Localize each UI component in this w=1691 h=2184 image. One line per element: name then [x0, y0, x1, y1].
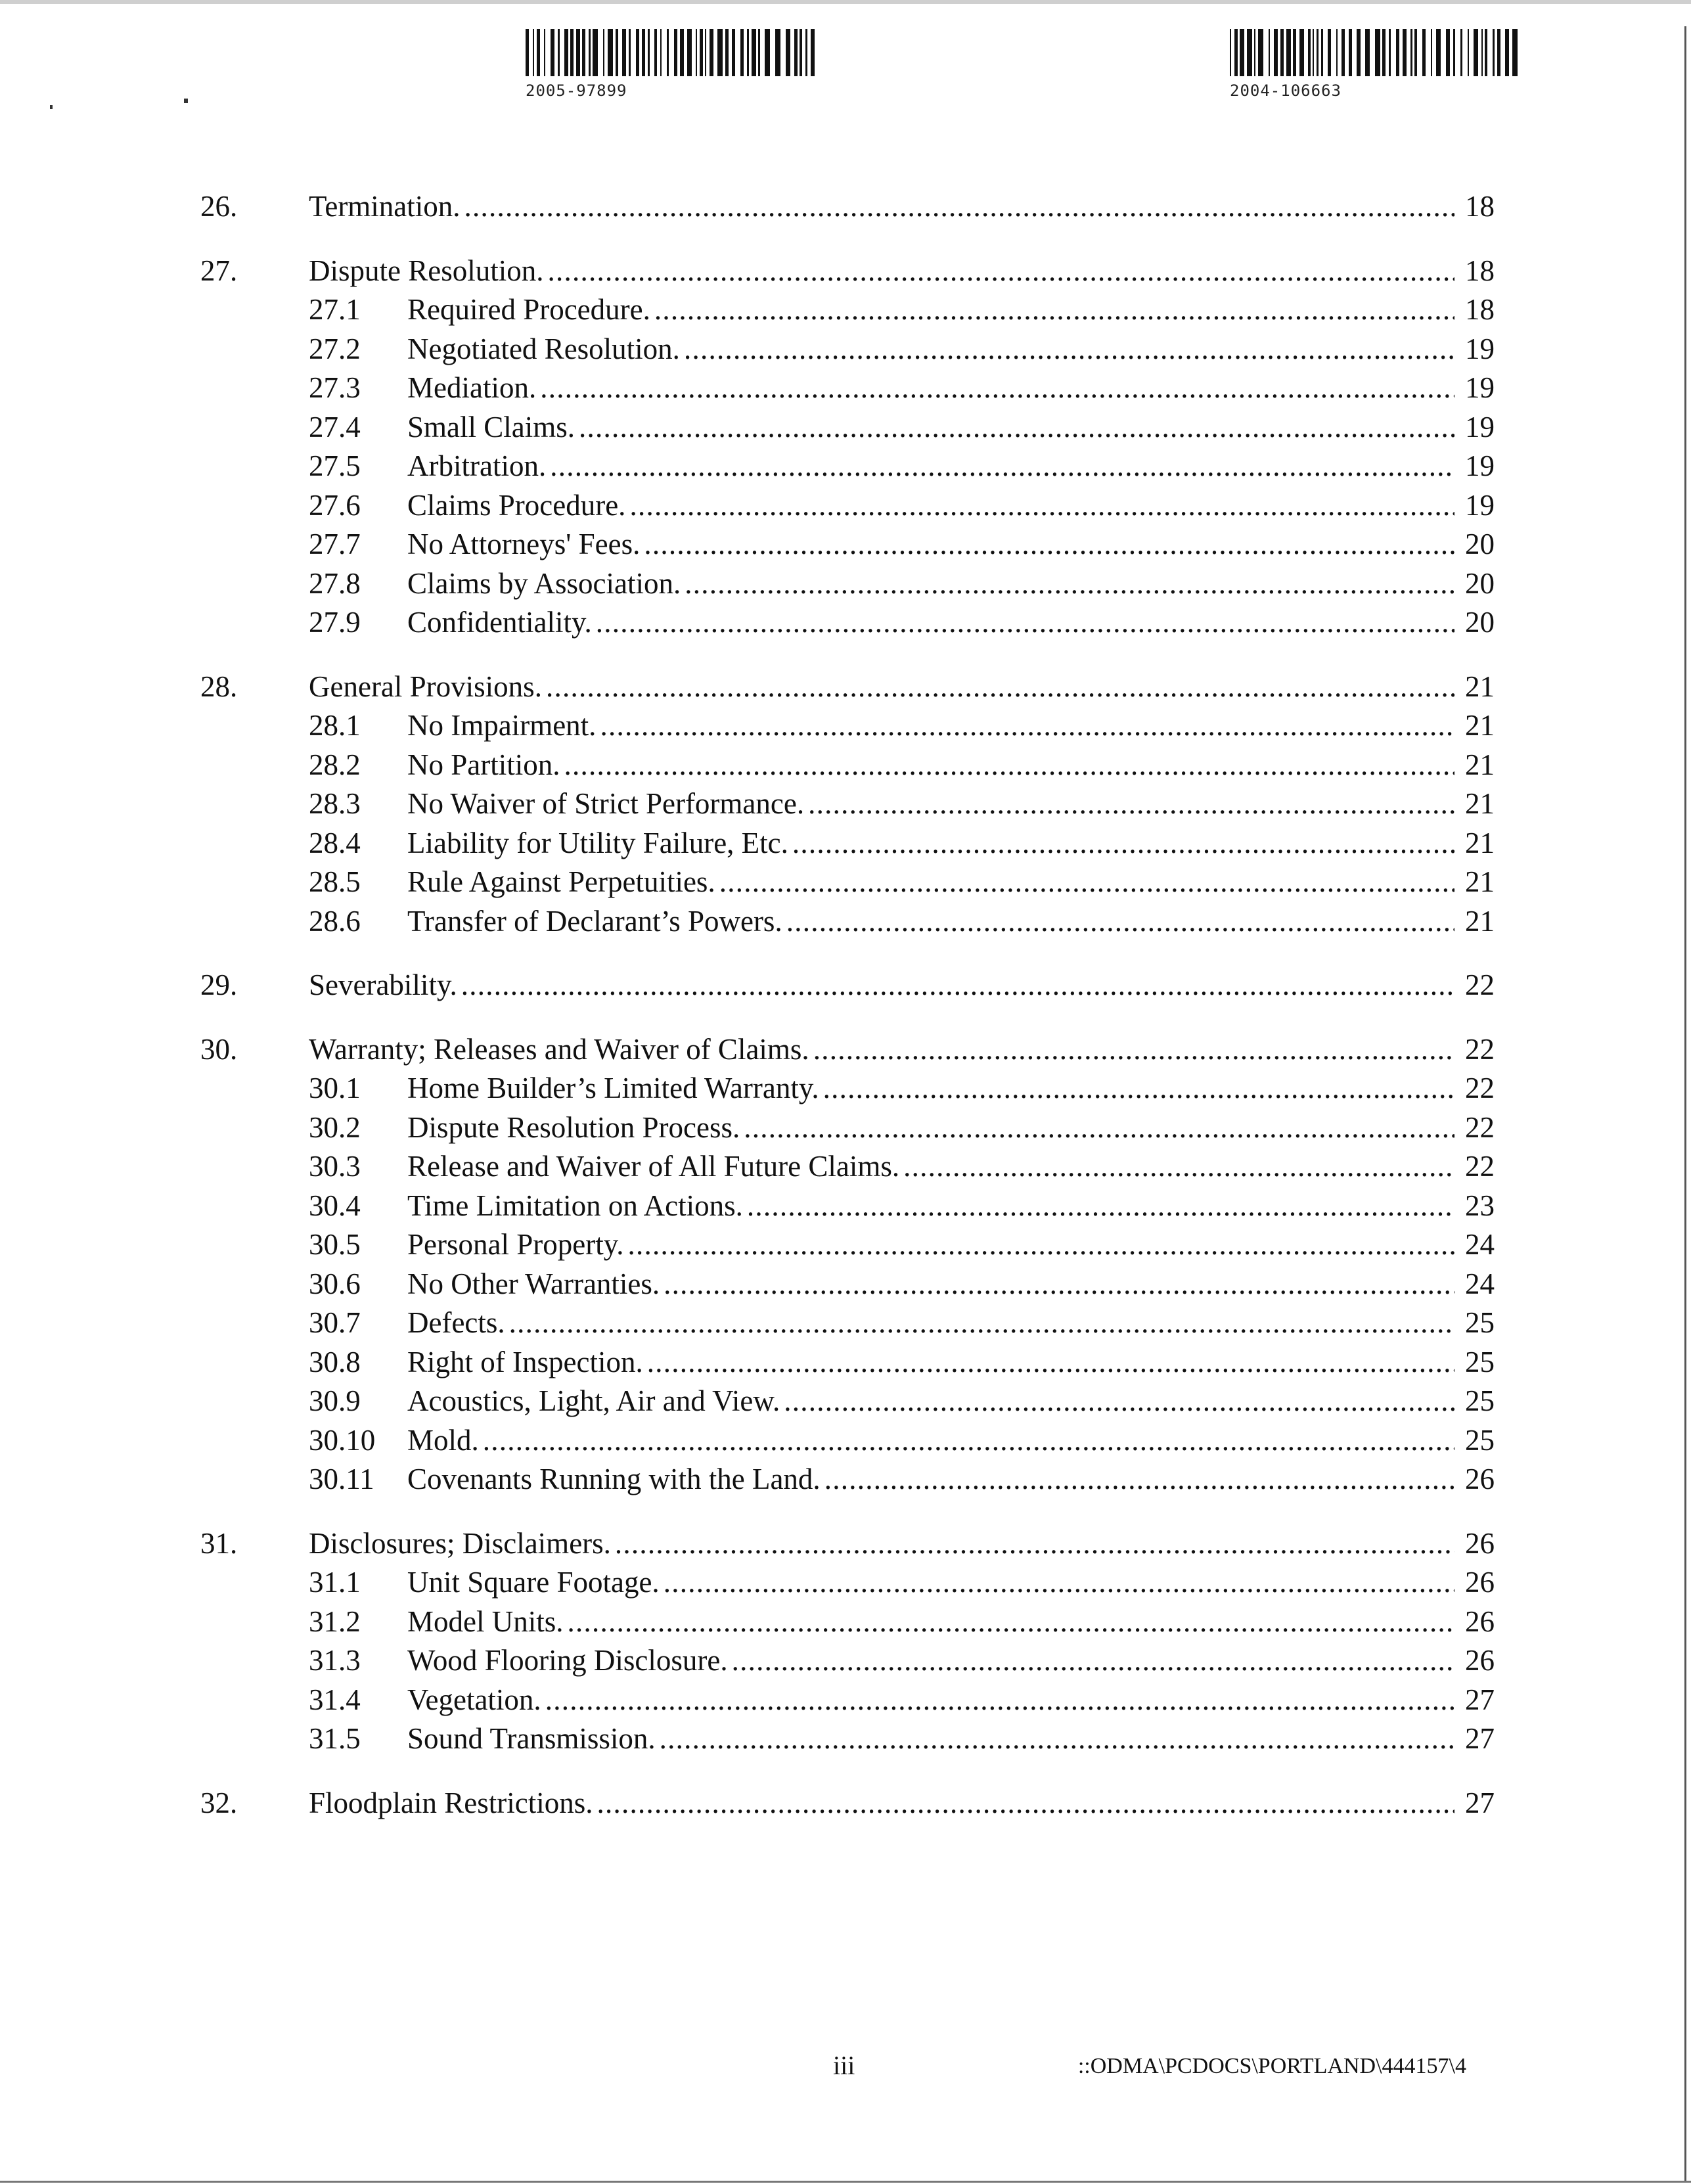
toc-section [200, 1784, 1495, 1823]
scan-edge-right [1684, 26, 1686, 2181]
toc-section [200, 252, 1495, 643]
barcode-bar [667, 29, 669, 76]
page-ref: 27 [1465, 1786, 1495, 1819]
section-number: 31. [200, 1526, 238, 1560]
toc-subentry [200, 564, 1495, 604]
barcode-bar [582, 29, 585, 76]
page-ref: 22 [1465, 1110, 1495, 1144]
toc-entry [200, 1030, 1495, 1070]
dot-leader [509, 1304, 1454, 1343]
subsection-title: Dispute Resolution Process. [407, 1110, 740, 1144]
toc-subentry [200, 330, 1495, 369]
barcode-bar [752, 29, 756, 76]
dot-leader [747, 1187, 1454, 1226]
subsection-number: 27.6 [309, 488, 361, 522]
page-ref: 21 [1465, 826, 1495, 859]
barcode-bar [1342, 29, 1345, 76]
page-ref: 25 [1465, 1345, 1495, 1378]
toc-subentry [200, 1563, 1495, 1603]
toc-subentry [200, 1681, 1495, 1720]
barcode-bar [603, 29, 604, 76]
barcode-right-graphic [1230, 29, 1525, 76]
dot-leader [808, 785, 1454, 824]
barcode-bar [1328, 29, 1331, 76]
subsection-number: 27.1 [309, 293, 361, 326]
barcode-bar [1230, 29, 1231, 76]
section-title: Dispute Resolution. [309, 254, 544, 287]
dot-leader [784, 1382, 1454, 1421]
dot-leader [464, 187, 1454, 227]
barcode-bar [570, 29, 574, 76]
page-ref: 21 [1465, 865, 1495, 898]
page-ref: 18 [1465, 190, 1495, 223]
barcode-bar [1280, 29, 1284, 76]
barcode-bar [1247, 29, 1252, 76]
dot-leader [568, 1603, 1454, 1642]
subsection-number: 28.5 [309, 865, 361, 898]
page-ref: 25 [1465, 1306, 1495, 1339]
page-ref: 26 [1465, 1604, 1495, 1638]
toc-section [200, 1030, 1495, 1499]
subsection-number: 27.3 [309, 371, 361, 404]
toc-subentry [200, 447, 1495, 486]
toc-subentry [200, 863, 1495, 902]
page-ref: 19 [1465, 332, 1495, 365]
subsection-title: No Impairment. [407, 709, 597, 742]
barcode-bar [1512, 29, 1518, 76]
scan-speck [50, 105, 53, 109]
subsection-title: Sound Transmission. [407, 1722, 656, 1755]
section-number: 27. [200, 254, 238, 287]
barcode-bar [1431, 29, 1432, 76]
toc-subentry [200, 1641, 1495, 1681]
page-ref: 22 [1465, 1032, 1495, 1066]
subsection-number: 27.9 [309, 606, 361, 639]
toc-subentry [200, 1108, 1495, 1148]
subsection-number: 28.6 [309, 904, 361, 938]
barcode-bar [800, 29, 802, 76]
barcode-left-caption: 2005-97899 [526, 81, 627, 100]
page-ref: 26 [1465, 1566, 1495, 1599]
subsection-number: 30.5 [309, 1228, 361, 1261]
toc-subentry [200, 1421, 1495, 1461]
section-title: Warranty; Releases and Waiver of Claims. [309, 1032, 809, 1066]
toc-subentry [200, 1304, 1495, 1343]
dot-leader [644, 525, 1454, 564]
subsection-title: Liability for Utility Failure, Etc. [407, 826, 788, 859]
barcode-bar [1240, 29, 1244, 76]
subsection-number: 27.4 [309, 410, 361, 444]
subsection-title: Claims Procedure. [407, 488, 626, 522]
section-title: General Provisions. [309, 670, 542, 703]
dot-leader [786, 902, 1454, 942]
barcode-bar [629, 29, 631, 76]
dot-leader [647, 1343, 1454, 1382]
page-ref: 19 [1465, 449, 1495, 482]
barcode-bar [1357, 29, 1361, 76]
dot-leader [546, 668, 1454, 707]
toc-entry [200, 1784, 1495, 1823]
toc-subentry [200, 1719, 1495, 1759]
barcode-bar [674, 29, 677, 76]
barcode-bar [1258, 29, 1263, 76]
barcode-bar [608, 29, 613, 76]
toc-entry [200, 668, 1495, 707]
page-ref: 19 [1465, 371, 1495, 404]
barcode-right [1230, 29, 1525, 100]
barcode-bar [660, 29, 662, 76]
subsection-number: 30.11 [309, 1463, 374, 1495]
barcode-bar [740, 29, 744, 76]
section-number: 32. [200, 1786, 238, 1819]
toc-subentry [200, 290, 1495, 330]
barcode-bar [616, 29, 618, 76]
subsection-number: 31.4 [309, 1683, 361, 1716]
dot-leader [596, 603, 1454, 643]
barcode-bar [794, 29, 798, 76]
subsection-title: Release and Waiver of All Future Claims. [407, 1150, 900, 1183]
dot-leader [664, 1563, 1454, 1603]
barcode-bar [1349, 29, 1352, 76]
subsection-number: 27.7 [309, 528, 361, 560]
subsection-title: Right of Inspection. [407, 1345, 643, 1378]
toc-subentry [200, 706, 1495, 746]
dot-leader [550, 447, 1454, 486]
page-ref: 25 [1465, 1384, 1495, 1417]
subsection-number: 30.4 [309, 1189, 361, 1222]
toc-subentry [200, 1343, 1495, 1382]
toc-subentry [200, 525, 1495, 564]
barcode-bar [732, 29, 735, 76]
subsection-number: 30.3 [309, 1150, 361, 1183]
barcode-bar [1453, 29, 1455, 76]
barcode-bar [725, 29, 729, 76]
barcode-bar [710, 29, 713, 76]
scan-speck [184, 99, 188, 103]
toc-section [200, 1524, 1495, 1759]
barcode-bar [1313, 29, 1314, 76]
subsection-title: Mediation. [407, 371, 537, 404]
barcode-bar [1389, 29, 1391, 76]
dot-leader [545, 1681, 1454, 1720]
barcode-bar [696, 29, 697, 76]
subsection-title: Mold. [407, 1423, 479, 1457]
subsection-title: Home Builder’s Limited Warranty. [407, 1072, 819, 1104]
page-ref: 22 [1465, 1072, 1495, 1104]
subsection-title: No Attorneys' Fees. [407, 528, 641, 560]
barcode-bar [811, 29, 815, 76]
toc-entry [200, 966, 1495, 1005]
toc-subentry [200, 1187, 1495, 1226]
dot-leader [824, 1460, 1454, 1499]
page-ref: 23 [1465, 1189, 1495, 1222]
barcode-bar [687, 29, 692, 76]
barcode-bar [1382, 29, 1386, 76]
barcode-bar [1485, 29, 1487, 76]
page-ref: 21 [1465, 904, 1495, 938]
page-ref: 26 [1465, 1644, 1495, 1677]
dot-leader [719, 863, 1454, 902]
barcode-bar [526, 29, 529, 76]
barcode-bar [1375, 29, 1380, 76]
subsection-number: 31.5 [309, 1722, 361, 1755]
dot-leader [813, 1030, 1454, 1070]
barcode-bar [593, 29, 598, 76]
subsection-title: Negotiated Resolution. [407, 332, 680, 365]
toc-subentry [200, 1382, 1495, 1421]
page-ref: 22 [1465, 968, 1495, 1001]
subsection-number: 30.8 [309, 1345, 361, 1378]
barcode-left-graphic [526, 29, 821, 76]
dot-leader [792, 824, 1454, 863]
toc-subentry [200, 785, 1495, 824]
dot-leader [744, 1108, 1454, 1148]
subsection-title: No Other Warranties. [407, 1267, 660, 1300]
section-title: Disclosures; Disclaimers. [309, 1526, 611, 1560]
subsection-title: Small Claims. [407, 410, 575, 444]
toc-subentry [200, 902, 1495, 942]
subsection-number: 28.1 [309, 709, 361, 742]
page-ref: 20 [1465, 606, 1495, 639]
section-number: 28. [200, 670, 238, 703]
toc-section [200, 966, 1495, 1005]
subsection-title: Required Procedure. [407, 293, 650, 326]
subsection-title: Rule Against Perpetuities. [407, 865, 715, 898]
barcode-bar [648, 29, 650, 76]
barcode-bar [1403, 29, 1407, 76]
subsection-number: 30.9 [309, 1384, 361, 1417]
barcode-bar [1365, 29, 1370, 76]
barcode-bar [622, 29, 626, 76]
barcode-bar [1422, 29, 1426, 76]
dot-leader [628, 1225, 1454, 1265]
barcode-bar [786, 29, 790, 76]
dot-leader [540, 369, 1454, 408]
barcode-bar [1493, 29, 1495, 76]
barcode-bar [1446, 29, 1450, 76]
subsection-number: 27.2 [309, 332, 361, 365]
toc-subentry [200, 486, 1495, 526]
toc-subentry [200, 1460, 1495, 1499]
toc-subentry [200, 369, 1495, 408]
subsection-title: No Waiver of Strict Performance. [407, 787, 805, 820]
barcode-bar [805, 29, 807, 76]
barcode-bar [544, 29, 545, 76]
barcode-bar [747, 29, 749, 76]
barcode-bar [636, 29, 639, 76]
barcode-bar [551, 29, 554, 76]
dot-leader [903, 1147, 1454, 1187]
barcode-left [526, 29, 821, 100]
subsection-title: Arbitration. [407, 449, 547, 482]
dot-leader [684, 330, 1454, 369]
toc-section [200, 187, 1495, 227]
barcode-bar [1317, 29, 1319, 76]
barcode-bar [1468, 29, 1469, 76]
barcode-bar [564, 29, 568, 76]
page-ref: 24 [1465, 1267, 1495, 1300]
barcode-bar [1396, 29, 1399, 76]
subsection-title: Wood Flooring Disclosure. [407, 1644, 728, 1677]
subsection-number: 30.10 [309, 1423, 376, 1457]
subsection-title: No Partition. [407, 748, 560, 781]
subsection-number: 28.4 [309, 826, 361, 859]
toc-section [200, 668, 1495, 942]
barcode-bar [1254, 29, 1255, 76]
page-ref: 18 [1465, 254, 1495, 287]
subsection-title: Defects. [407, 1306, 505, 1339]
section-number: 30. [200, 1032, 238, 1066]
section-number: 26. [200, 190, 238, 223]
barcode-bar [1299, 29, 1304, 76]
page-ref: 21 [1465, 787, 1495, 820]
barcode-bar [589, 29, 591, 76]
barcode-bar [1274, 29, 1278, 76]
subsection-number: 28.3 [309, 787, 361, 820]
barcode-bar [775, 29, 780, 76]
toc-entry [200, 187, 1495, 227]
dot-leader [629, 486, 1454, 526]
page-ref: 21 [1465, 709, 1495, 742]
barcode-bar [1308, 29, 1311, 76]
dot-leader [732, 1641, 1454, 1681]
section-title: Floodplain Restrictions. [309, 1786, 593, 1819]
page-number: iii [833, 2051, 855, 2080]
barcode-bar [717, 29, 723, 76]
toc-subentry [200, 1225, 1495, 1265]
page-ref: 20 [1465, 566, 1495, 600]
barcode-bar [1269, 29, 1270, 76]
barcode-bar [758, 29, 760, 76]
subsection-number: 30.1 [309, 1072, 361, 1104]
toc-subentry [200, 1147, 1495, 1187]
barcode-bar [1410, 29, 1412, 76]
dot-leader [664, 1265, 1454, 1304]
subsection-title: Claims by Association. [407, 566, 681, 600]
toc-subentry [200, 603, 1495, 643]
barcode-bar [537, 29, 540, 76]
page-ref: 24 [1465, 1228, 1495, 1261]
barcode-bar [1436, 29, 1441, 76]
barcode-bar [765, 29, 770, 76]
subsection-number: 31.2 [309, 1604, 361, 1638]
toc-entry [200, 252, 1495, 291]
page-ref: 26 [1465, 1463, 1495, 1495]
subsection-title: Acoustics, Light, Air and View. [407, 1384, 780, 1417]
barcode-right-caption: 2004-106663 [1230, 81, 1342, 100]
page-ref: 19 [1465, 488, 1495, 522]
subsection-number: 31.1 [309, 1566, 361, 1599]
barcode-bar [1414, 29, 1417, 76]
section-title: Severability. [309, 968, 457, 1001]
barcode-bar [1481, 29, 1483, 76]
barcode-bar [576, 29, 580, 76]
barcode-bar [558, 29, 560, 76]
dot-leader [548, 252, 1455, 291]
subsection-number: 30.2 [309, 1110, 361, 1144]
subsection-number: 27.8 [309, 566, 361, 600]
barcode-bar [705, 29, 706, 76]
barcode-bar [1474, 29, 1478, 76]
dot-leader [685, 564, 1454, 604]
barcode-bar [654, 29, 657, 76]
subsection-title: Model Units. [407, 1604, 564, 1638]
scan-edge-bottom [0, 2181, 1691, 2183]
toc-subentry [200, 1265, 1495, 1304]
page-ref: 26 [1465, 1526, 1495, 1560]
page-ref: 25 [1465, 1423, 1495, 1457]
toc-subentry [200, 408, 1495, 447]
dot-leader [600, 706, 1454, 746]
dot-leader [654, 290, 1454, 330]
page-ref: 21 [1465, 748, 1495, 781]
barcode-bar [1497, 29, 1500, 76]
dot-leader [660, 1719, 1454, 1759]
toc-entry [200, 1524, 1495, 1564]
subsection-number: 28.2 [309, 748, 361, 781]
dot-leader [564, 746, 1455, 785]
page-ref: 27 [1465, 1683, 1495, 1716]
subsection-title: Unit Square Footage. [407, 1566, 660, 1599]
section-number: 29. [200, 968, 238, 1001]
section-title: Termination. [309, 190, 461, 223]
page-ref: 21 [1465, 670, 1495, 703]
barcode-bar [700, 29, 703, 76]
barcode-bar [1321, 29, 1323, 76]
subsection-number: 30.7 [309, 1306, 361, 1339]
subsection-title: Vegetation. [407, 1683, 541, 1716]
dot-leader [823, 1069, 1454, 1108]
dot-leader [579, 408, 1454, 447]
toc-subentry [200, 824, 1495, 863]
subsection-title: Time Limitation on Actions. [407, 1189, 743, 1222]
document-path: ::ODMA\PCDOCS\PORTLAND\444157\4 [1077, 2054, 1466, 2078]
toc-subentry [200, 1603, 1495, 1642]
dot-leader [483, 1421, 1454, 1461]
barcode-bar [1293, 29, 1296, 76]
subsection-title: Covenants Running with the Land. [407, 1463, 821, 1495]
dot-leader [615, 1524, 1454, 1564]
barcode-bar [1336, 29, 1338, 76]
subsection-number: 27.5 [309, 449, 361, 482]
barcode-bar [1234, 29, 1238, 76]
barcode-bar [1505, 29, 1509, 76]
barcode-bar [1286, 29, 1291, 76]
barcode-bar [642, 29, 645, 76]
barcode-bar [533, 29, 534, 76]
page-ref: 22 [1465, 1150, 1495, 1183]
subsection-number: 31.3 [309, 1644, 361, 1677]
table-of-contents [200, 187, 1495, 1848]
dot-leader [461, 966, 1454, 1005]
page-ref: 27 [1465, 1722, 1495, 1755]
page-ref: 18 [1465, 293, 1495, 326]
barcode-bar [680, 29, 684, 76]
toc-subentry [200, 746, 1495, 785]
subsection-title: Confidentiality. [407, 606, 592, 639]
scan-edge-top [0, 0, 1691, 4]
page-ref: 20 [1465, 528, 1495, 560]
subsection-number: 30.6 [309, 1267, 361, 1300]
page-ref: 19 [1465, 410, 1495, 444]
toc-subentry [200, 1069, 1495, 1108]
subsection-title: Transfer of Declarant’s Powers. [407, 904, 782, 938]
barcode-bar [1460, 29, 1462, 76]
dot-leader [597, 1784, 1455, 1823]
subsection-title: Personal Property. [407, 1228, 624, 1261]
